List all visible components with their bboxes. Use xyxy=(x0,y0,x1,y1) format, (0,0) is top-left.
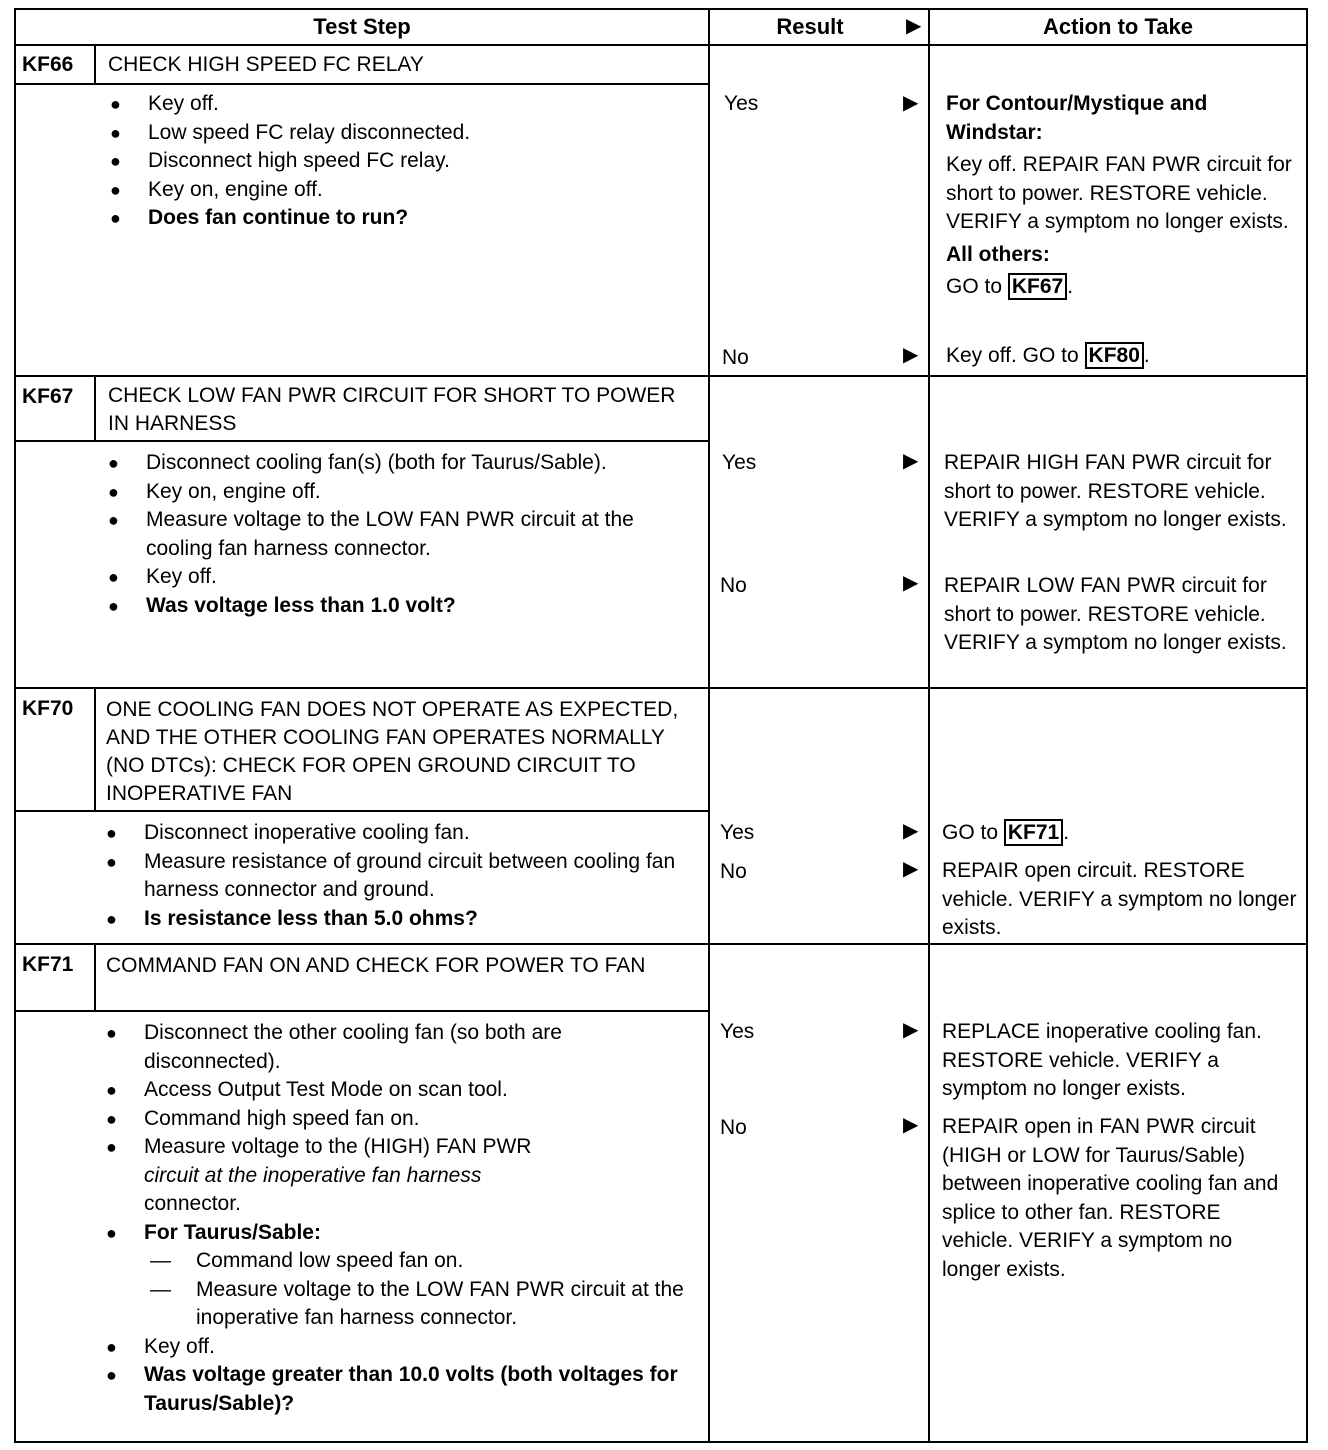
arrow-icon: ▶ xyxy=(903,858,919,880)
list-item: ● Measure voltage to the LOW FAN PWR circuit at the cooling fan harness connector. xyxy=(106,506,686,563)
result-no: No xyxy=(722,346,749,369)
arrow-icon: ▶ xyxy=(903,1114,919,1136)
list-item: ● Measure resistance of ground circuit between cooling fan harness connector and ground. xyxy=(104,848,694,905)
arrow-icon: ▶ xyxy=(903,1019,919,1041)
list-item: ● Access Output Test Mode on scan tool. xyxy=(104,1076,684,1105)
step-code-kf67: KF67 xyxy=(22,385,74,408)
action-goto: GO to KF67 . xyxy=(946,275,1074,298)
step-code-kf70: KF70 xyxy=(22,697,74,720)
step-list-kf71 xyxy=(104,1019,684,1418)
list-item: ● Key off. xyxy=(106,563,686,592)
result-yes: Yes xyxy=(722,451,757,474)
action-no-kf67: REPAIR LOW FAN PWR circuit for short to power. RESTORE vehicle. VERIFY a symptom no longer exists. xyxy=(944,574,1287,654)
step-title-kf67: CHECK LOW FAN PWR CIRCUIT FOR SHORT TO POWER IN HARNESS xyxy=(108,384,676,435)
list-item: ● Disconnect high speed FC relay. xyxy=(108,147,698,176)
sub-list-item: — Command low speed fan on. xyxy=(144,1247,684,1276)
header-action: Action to Take xyxy=(1043,14,1193,39)
step-title-kf66: CHECK HIGH SPEED FC RELAY xyxy=(108,53,424,76)
action-yes-kf66 xyxy=(946,90,1306,302)
result-no: No xyxy=(720,574,747,597)
result-yes: Yes xyxy=(720,1020,755,1043)
step-code-kf66: KF66 xyxy=(22,53,74,76)
list-item: ● Is resistance less than 5.0 ohms? xyxy=(104,905,694,934)
action-heading: All others: xyxy=(946,242,1050,266)
list-item: ● Does fan continue to run? xyxy=(108,204,698,233)
action-no-kf66: Key off. GO to KF80 . xyxy=(946,344,1150,367)
header-result: Result xyxy=(776,14,844,39)
step-list-kf70 xyxy=(104,819,694,933)
action-yes-kf70: GO to KF71 . xyxy=(942,821,1070,844)
result-no: No xyxy=(720,860,747,883)
arrow-icon: ▶ xyxy=(906,15,922,37)
arrow-icon: ▶ xyxy=(903,820,919,842)
sub-list xyxy=(144,1247,684,1333)
result-yes: Yes xyxy=(720,821,755,844)
arrow-icon: ▶ xyxy=(903,92,919,114)
arrow-icon: ▶ xyxy=(903,572,919,594)
step-list-kf67 xyxy=(106,449,686,620)
list-item: ● Was voltage greater than 10.0 volts (both voltages for Taurus/Sable)? xyxy=(104,1361,684,1418)
step-reference-link[interactable]: KF67 xyxy=(1008,273,1067,300)
list-item: ● Was voltage less than 1.0 volt? xyxy=(106,592,686,621)
sub-list-item: — Measure voltage to the LOW FAN PWR circuit at the inoperative fan harness connector. xyxy=(144,1276,684,1333)
list-item: ● Disconnect cooling fan(s) (both for Taurus/Sable). xyxy=(106,449,686,478)
action-heading: For Contour/Mystique and Windstar: xyxy=(946,92,1208,144)
step-list-kf66 xyxy=(108,90,698,233)
list-item: ● For Taurus/Sable: — Command low speed fan on. — Measure voltage to the LOW FAN PWR circuit at the inoperative fan harness connector. xyxy=(104,1219,684,1333)
list-item: ● Key on, engine off. xyxy=(106,478,686,507)
list-item: ● Key off. xyxy=(104,1333,684,1362)
action-no-kf71: REPAIR open in FAN PWR circuit (HIGH or LOW for Taurus/Sable) between inoperative cooling fan and splice to other fan. RESTORE vehicle. VERIFY a symptom no longer exists. xyxy=(942,1115,1279,1281)
arrow-icon: ▶ xyxy=(903,344,919,366)
step-title-kf70: ONE COOLING FAN DOES NOT OPERATE AS EXPECTED, AND THE OTHER COOLING FAN OPERATES NORMALLY (NO DTCs): CHECK FOR OPEN GROUND CIRCUIT TO INOPERATIVE FAN xyxy=(106,698,679,805)
action-no-kf70: REPAIR open circuit. RESTORE vehicle. VERIFY a symptom no longer exists. xyxy=(942,859,1297,939)
action-yes-kf71: REPLACE inoperative cooling fan. RESTORE vehicle. VERIFY a symptom no longer exists. xyxy=(942,1020,1262,1100)
action-yes-kf67: REPAIR HIGH FAN PWR circuit for short to power. RESTORE vehicle. VERIFY a symptom no longer exists. xyxy=(944,451,1287,531)
result-no: No xyxy=(720,1116,747,1139)
header-test-step: Test Step xyxy=(313,14,411,39)
result-yes: Yes xyxy=(724,92,759,115)
list-item: ● Disconnect inoperative cooling fan. xyxy=(104,819,694,848)
list-item: ● Measure voltage to the (HIGH) FAN PWR circuit at the inoperative fan harness connector. xyxy=(104,1133,684,1219)
action-text: Key off. REPAIR FAN PWR circuit for short to power. RESTORE vehicle. VERIFY a symptom no longer exists. xyxy=(946,153,1292,233)
step-reference-link[interactable]: KF80 xyxy=(1085,342,1144,369)
arrow-icon: ▶ xyxy=(903,450,919,472)
step-code-kf71: KF71 xyxy=(22,953,74,976)
list-item: ● Key on, engine off. xyxy=(108,176,698,205)
step-title-kf71: COMMAND FAN ON AND CHECK FOR POWER TO FAN xyxy=(106,954,646,977)
list-item: ● Command high speed fan on. xyxy=(104,1105,684,1134)
list-item: ● Disconnect the other cooling fan (so both are disconnected). xyxy=(104,1019,684,1076)
list-item: ● Key off. xyxy=(108,90,698,119)
list-item: ● Low speed FC relay disconnected. xyxy=(108,119,698,148)
step-reference-link[interactable]: KF71 xyxy=(1004,819,1063,846)
